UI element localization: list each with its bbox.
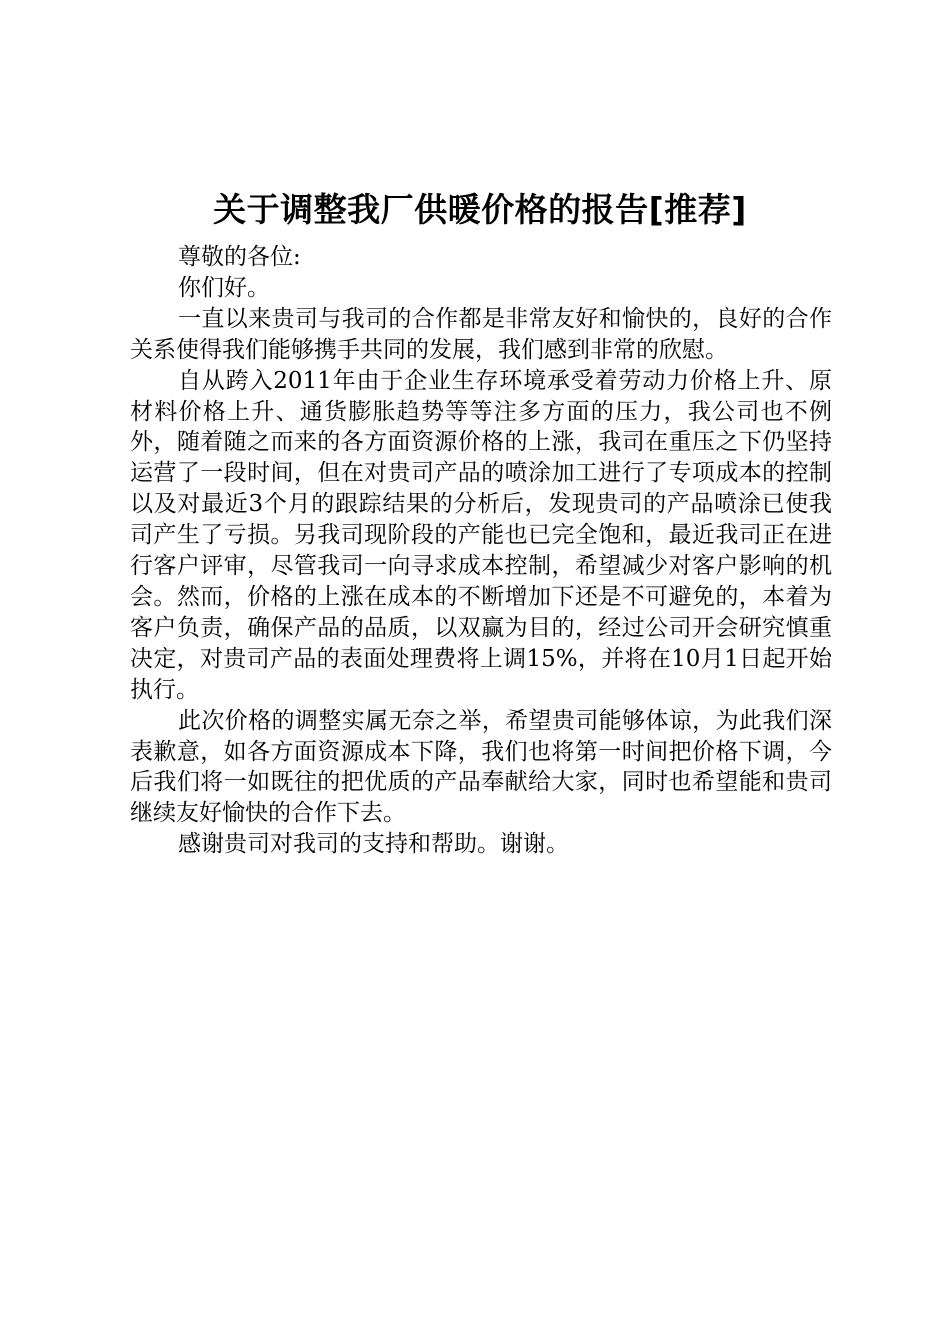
closing-line: 感谢贵司对我司的支持和帮助。谢谢。 xyxy=(178,831,569,858)
paragraph-apology: 此次价格的调整实属无奈之举，希望贵司能够体谅，为此我们深表歉意，如各方面资源成本下降，我们也将第一时间把价格下调，今后我们将一如既往的把优质的产品奉献给大家，同时也希望能和贵司继续友好愉快的合作下去。 xyxy=(130,707,832,827)
document-body xyxy=(130,242,832,860)
salutation: 尊敬的各位: xyxy=(178,244,301,270)
greeting: 你们好。 xyxy=(178,274,270,301)
paragraph-intro: 一直以来贵司与我司的合作都是非常友好和愉快的，良好的合作关系使得我们能够携手共同的发展，我们感到非常的欣慰。 xyxy=(130,305,832,363)
paragraph-price-adjustment-reason: 自从跨入2011年由于企业生存环境承受着劳动力价格上升、原材料价格上升、通货膨胀趋势等等注多方面的压力，我公司也不例外，随着随之而来的各方面资源价格的上涨，我司在重压之下仍坚持运营了一段时间，但在对贵司产品的喷涂加工进行了专项成本的控制以及对最近3个月的跟踪结果的分析后，发现贵司的产品喷涂已使我司产生了亏损。另我司现阶段的产能也已完全饱和，最近我司正在进行客户评审，尽管我司一向寻求成本控制，希望减少对客户影响的机会。然而，价格的上涨在成本的不断增加下还是不可避免的，本着为客户负责，确保产品的品质，以双赢为目的，经过公司开会研究慎重决定，对贵司产品的表面处理费将上调15%，并将在10月1日起开始执行。 xyxy=(130,367,832,703)
document-title: 关于调整我厂供暖价格的报告[推荐] xyxy=(213,190,747,229)
